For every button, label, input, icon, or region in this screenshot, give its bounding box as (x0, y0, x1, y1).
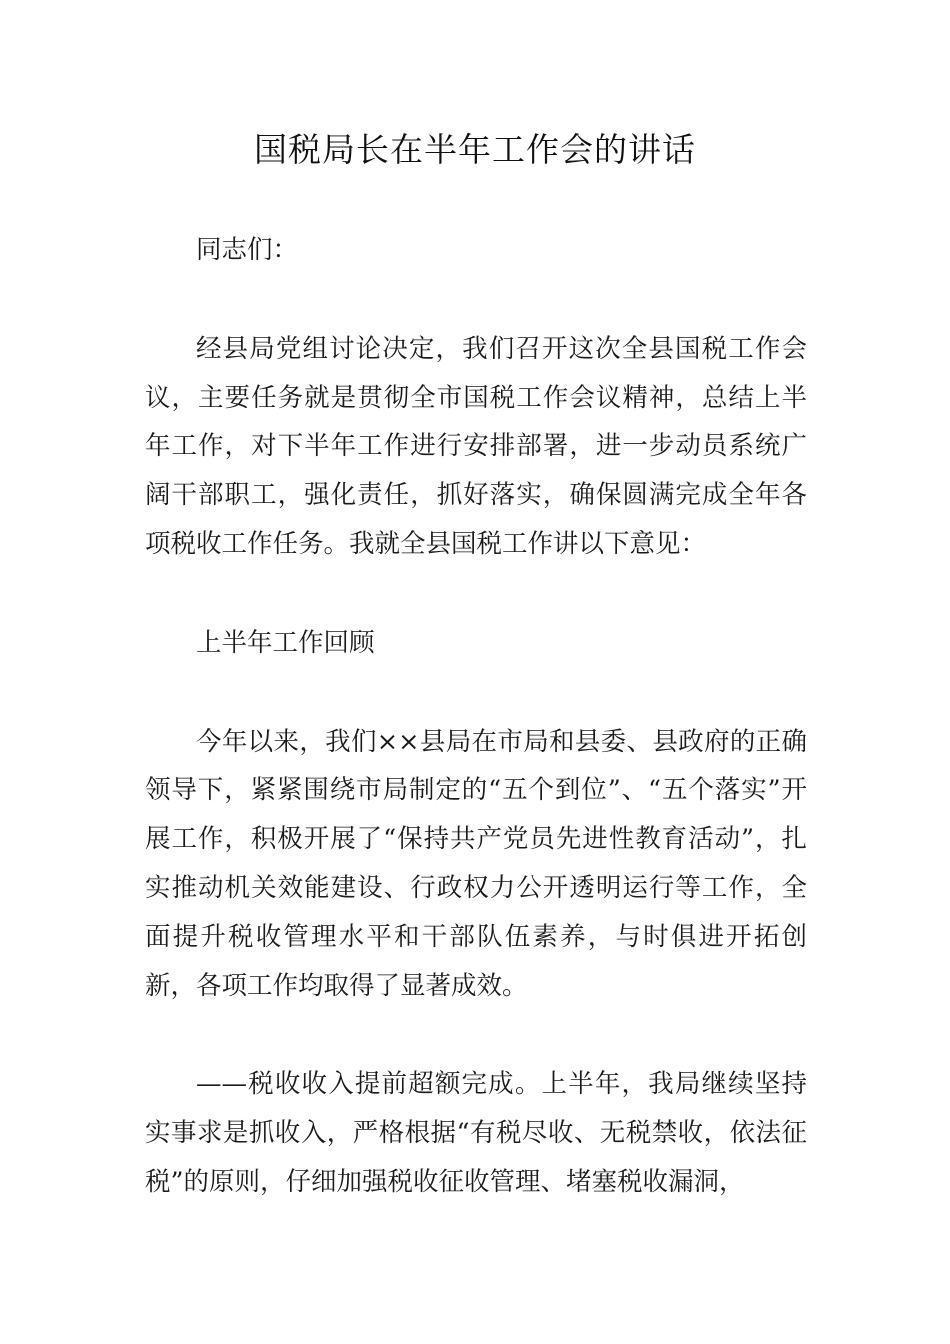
section-heading: 上半年工作回顾 (196, 627, 375, 658)
document-body (145, 226, 807, 1257)
greeting-paragraph: 同志们： (196, 235, 299, 265)
document-title: 国税局长在半年工作会的讲话 (254, 130, 696, 169)
revenue-paragraph: ——税收收入提前超额完成。上半年，我局继续坚持实事求是抓收入，严格根据“有税尽收、无税禁收，依法征税”的原则，仔细加强税收征收管理、堵塞税收漏洞， (145, 1069, 807, 1197)
intro-paragraph: 经县局党组讨论决定，我们召开这次全县国税工作会议，主要任务就是贯彻全市国税工作会议精神，总结上半年工作，对下半年工作进行安排部署，进一步动员系统广阔干部职工，强化责任，抓好落实，确保圆满完成全年各项税收工作任务。我就全县国税工作讲以下意见： (145, 333, 807, 559)
review-paragraph: 今年以来，我们××县局在市局和县委、县政府的正确领导下，紧紧围绕市局制定的“五个到位”、“五个落实”开展工作，积极开展了“保持共产党员先进性教育活动”，扎实推动机关效能建设、行政权力公开透明运行等工作，全面提升税收管理水平和干部队伍素养，与时俱进开拓创新，各项工作均取得了显著成效。 (145, 726, 807, 1001)
